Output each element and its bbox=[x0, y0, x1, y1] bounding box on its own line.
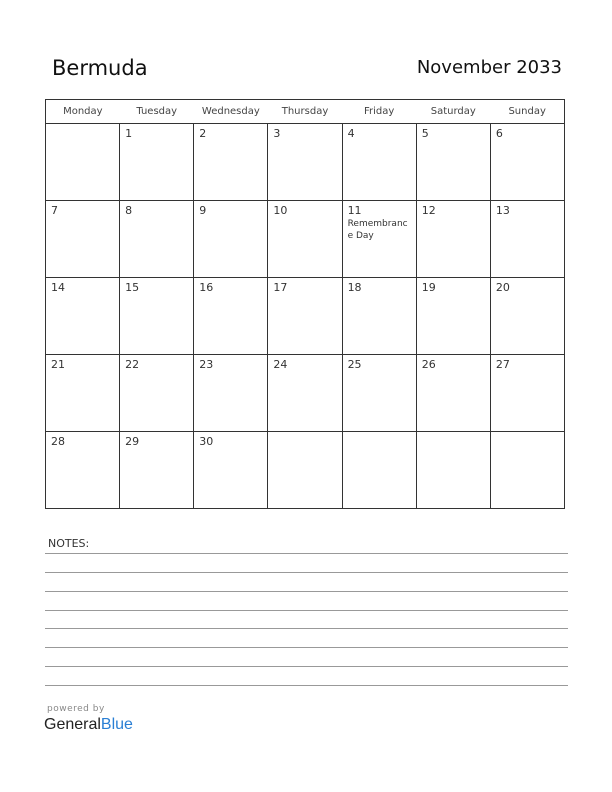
day-cell bbox=[120, 432, 194, 509]
day-cell bbox=[490, 432, 564, 509]
weekday-header: Friday bbox=[342, 100, 416, 124]
day-cell bbox=[416, 432, 490, 509]
day-cell bbox=[342, 355, 416, 432]
day-cell bbox=[416, 201, 490, 278]
day-number: 1 bbox=[125, 127, 133, 140]
day-cell bbox=[342, 432, 416, 509]
day-number: 19 bbox=[421, 281, 436, 294]
note-line bbox=[45, 647, 568, 648]
day-number: 2 bbox=[199, 127, 207, 140]
holiday-label: Remembrance Day bbox=[347, 219, 408, 241]
brand-name-part1: General bbox=[44, 716, 101, 733]
day-number: 6 bbox=[495, 127, 503, 140]
day-number: 20 bbox=[495, 281, 510, 294]
day-cell bbox=[46, 432, 120, 509]
day-number: 13 bbox=[495, 204, 510, 217]
day-number: 15 bbox=[125, 281, 140, 294]
weekday-header-row bbox=[46, 100, 565, 124]
powered-by-text: powered by bbox=[47, 704, 105, 714]
brand-name-part2: Blue bbox=[100, 716, 133, 733]
day-cell bbox=[416, 124, 490, 201]
day-number: 28 bbox=[51, 435, 65, 448]
week-row bbox=[46, 432, 565, 509]
day-number: 16 bbox=[199, 281, 214, 294]
day-cell bbox=[194, 355, 268, 432]
day-number: 8 bbox=[125, 204, 133, 217]
day-cell bbox=[416, 278, 490, 355]
day-cell bbox=[490, 355, 564, 432]
day-cell bbox=[120, 124, 194, 201]
day-number: 23 bbox=[199, 358, 214, 371]
weekday-header: Monday bbox=[46, 100, 120, 124]
calendar-grid bbox=[45, 99, 565, 509]
day-number: 24 bbox=[273, 358, 288, 371]
note-line bbox=[45, 553, 568, 554]
weekday-header: Saturday bbox=[416, 100, 490, 124]
day-number: 21 bbox=[51, 358, 65, 371]
note-line bbox=[45, 685, 568, 686]
month-year-title: November 2033 bbox=[416, 57, 562, 78]
weekday-header: Tuesday bbox=[120, 100, 194, 124]
note-line bbox=[45, 591, 568, 592]
day-number: 10 bbox=[273, 204, 288, 217]
day-cell bbox=[268, 278, 342, 355]
day-number: 5 bbox=[421, 127, 429, 140]
day-cell bbox=[490, 124, 564, 201]
day-number: 25 bbox=[347, 358, 362, 371]
weekday-header: Thursday bbox=[268, 100, 342, 124]
day-number: 12 bbox=[421, 204, 436, 217]
day-number: 14 bbox=[51, 281, 65, 294]
day-number: 9 bbox=[199, 204, 207, 217]
day-number: 11 bbox=[347, 204, 362, 217]
day-cell bbox=[342, 201, 416, 278]
day-number: 29 bbox=[125, 435, 140, 448]
notes-label: NOTES: bbox=[48, 537, 90, 550]
day-number: 26 bbox=[421, 358, 436, 371]
weekday-header: Sunday bbox=[490, 100, 564, 124]
day-cell bbox=[46, 201, 120, 278]
day-cell bbox=[120, 201, 194, 278]
day-cell bbox=[46, 278, 120, 355]
day-number: 27 bbox=[495, 358, 510, 371]
week-row bbox=[46, 201, 565, 278]
country-title: Bermuda bbox=[52, 56, 148, 80]
day-cell bbox=[194, 124, 268, 201]
day-cell bbox=[490, 278, 564, 355]
day-cell bbox=[268, 124, 342, 201]
weekday-header: Wednesday bbox=[194, 100, 268, 124]
day-cell bbox=[46, 124, 120, 201]
day-number: 7 bbox=[51, 204, 58, 217]
day-cell bbox=[268, 201, 342, 278]
day-cell bbox=[490, 201, 564, 278]
day-cell bbox=[194, 201, 268, 278]
note-line bbox=[45, 628, 568, 629]
week-row bbox=[46, 355, 565, 432]
week-row bbox=[46, 124, 565, 201]
day-number: 3 bbox=[273, 127, 281, 140]
day-cell bbox=[120, 355, 194, 432]
day-cell bbox=[46, 355, 120, 432]
day-cell bbox=[194, 432, 268, 509]
note-line bbox=[45, 610, 568, 611]
day-cell bbox=[120, 278, 194, 355]
note-line bbox=[45, 666, 568, 667]
day-cell bbox=[342, 124, 416, 201]
week-row bbox=[46, 278, 565, 355]
generalblue-logo bbox=[44, 716, 133, 734]
day-number: 30 bbox=[199, 435, 214, 448]
day-cell bbox=[268, 355, 342, 432]
day-number: 22 bbox=[125, 358, 140, 371]
day-cell bbox=[194, 278, 268, 355]
note-line bbox=[45, 572, 568, 573]
day-number: 18 bbox=[347, 281, 362, 294]
day-number: 17 bbox=[273, 281, 288, 294]
day-cell bbox=[342, 278, 416, 355]
day-number: 4 bbox=[347, 127, 355, 140]
day-cell bbox=[416, 355, 490, 432]
day-cell bbox=[268, 432, 342, 509]
